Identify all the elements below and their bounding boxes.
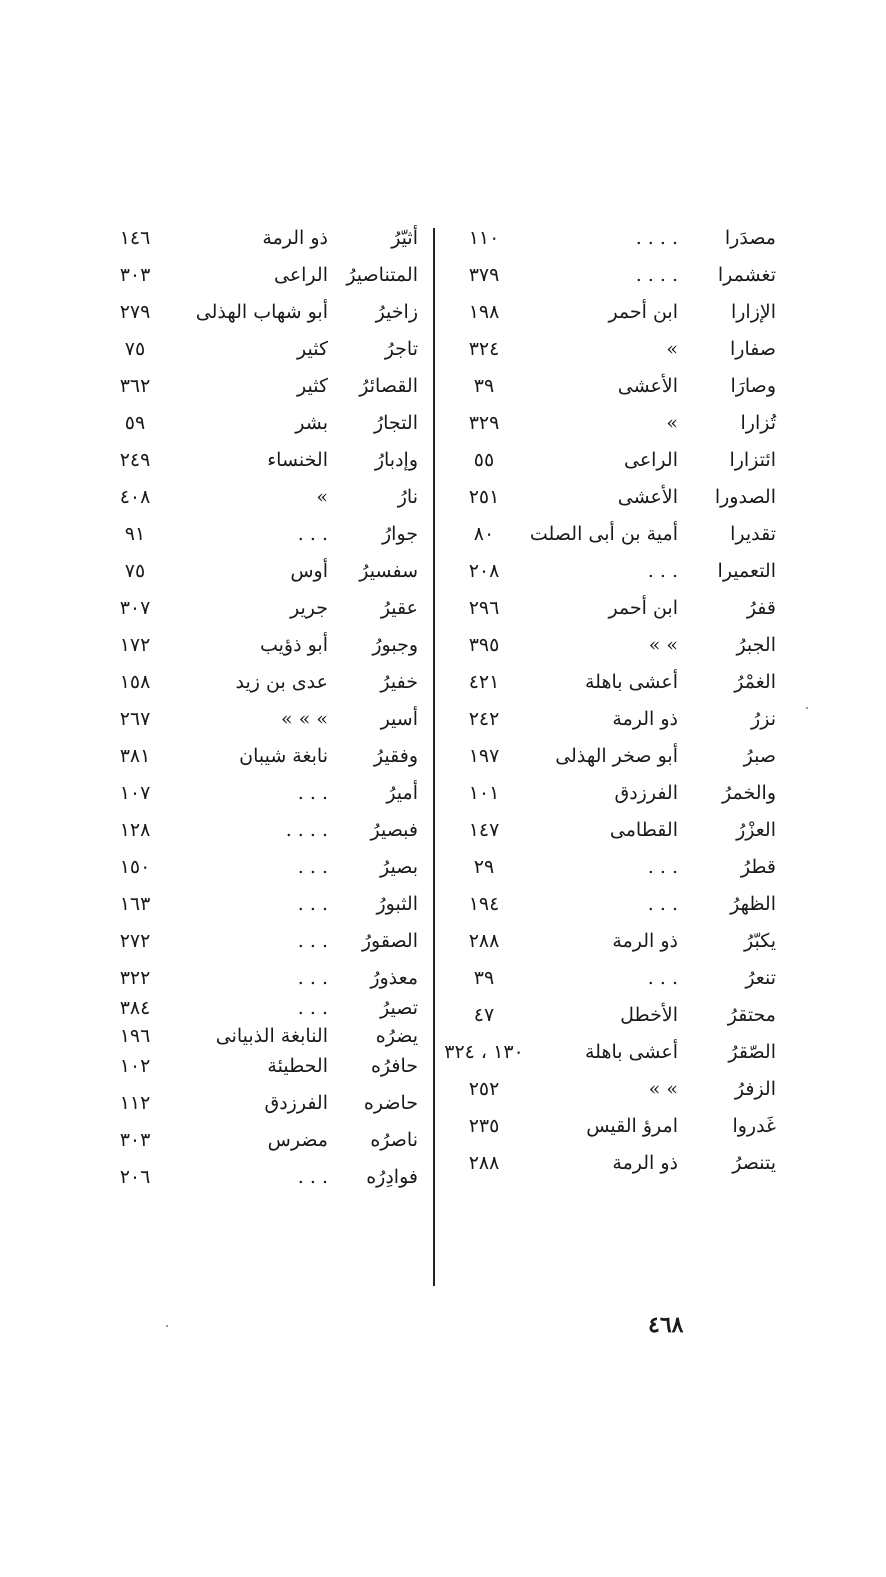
rhyme-word: بصيرُ — [380, 856, 418, 878]
rhyme-word: والخمرُ — [722, 782, 776, 804]
rhyme-word: نارُ — [397, 486, 418, 508]
index-entry — [442, 886, 776, 923]
page-ref: ١٩٨ — [468, 301, 500, 323]
rhyme-word: الثبورُ — [376, 893, 418, 915]
rhyme-word: نزرُ — [751, 708, 776, 730]
poet-name: ذو الرمة — [262, 227, 328, 249]
rhyme-word: تُزارا — [740, 412, 776, 434]
rhyme-word: قفرُ — [746, 597, 776, 619]
page-ref: ٣٦٢ — [119, 375, 151, 397]
poet-name: . . . — [297, 782, 328, 804]
page-ref: ١١٢ — [119, 1092, 151, 1114]
index-entry — [442, 812, 776, 849]
rhyme-word: جوارُ — [381, 523, 418, 545]
index-entry — [442, 627, 776, 664]
poet-name: . . . — [297, 1166, 328, 1188]
rhyme-word: خفيرُ — [380, 671, 418, 693]
page-ref: ٤٠٨ — [119, 486, 151, 508]
poet-name: . . . — [297, 523, 328, 545]
rhyme-word: تغشمرا — [717, 264, 776, 286]
poet-name: . . . . — [285, 819, 328, 841]
poet-name: الحطيئة — [267, 1055, 328, 1077]
page-ref: ١٥٨ — [119, 671, 151, 693]
page-ref: ٣٩ — [473, 375, 495, 397]
index-entry — [442, 257, 776, 294]
poet-name: الراعى — [273, 264, 328, 286]
index-entry — [442, 331, 776, 368]
page-ref: ٧٥ — [124, 560, 146, 582]
poet-name: الفرزدق — [264, 1092, 328, 1114]
rhyme-word: معذورُ — [370, 967, 418, 989]
rhyme-word: يضرُه — [375, 1025, 418, 1047]
rhyme-word: الصقورُ — [361, 930, 418, 952]
index-entry — [442, 1034, 776, 1071]
poet-name: النابغة الذبيانى — [215, 1025, 328, 1047]
page-ref: ٢٥٢ — [468, 1078, 500, 1100]
poet-name: . . . . — [635, 264, 678, 286]
page-ref: ١٤٦ — [119, 227, 151, 249]
rhyme-word: القصائرُ — [359, 375, 418, 397]
page-ref: ٢٦٧ — [119, 708, 151, 730]
rhyme-word: تقديرا — [730, 523, 776, 545]
index-entry — [96, 738, 430, 775]
rhyme-word: ائتزارا — [729, 449, 776, 471]
index-entry — [96, 775, 430, 812]
index-entry — [442, 220, 776, 257]
rhyme-word: عقيرُ — [380, 597, 418, 619]
index-entry — [96, 516, 430, 553]
rhyme-word: أثيّرُ — [391, 227, 418, 249]
poet-name: كثير — [297, 338, 328, 360]
poet-name: بشر — [295, 412, 328, 434]
page-ref: ٣٩ — [473, 967, 495, 989]
page-ref: ٢٨٨ — [468, 930, 500, 952]
index-entry — [96, 294, 430, 331]
index-entry — [96, 1048, 430, 1085]
poet-name: » — [316, 486, 328, 508]
index-entry — [96, 923, 430, 960]
poet-name: » — [666, 412, 678, 434]
page-ref: ١٠٧ — [119, 782, 151, 804]
rhyme-word: زاخيرُ — [375, 301, 418, 323]
poet-name: عدى بن زيد — [235, 671, 328, 693]
index-column-left — [96, 220, 430, 1196]
index-entry — [96, 590, 430, 627]
index-entry — [442, 701, 776, 738]
rhyme-word: فبصيرُ — [370, 819, 418, 841]
page-ref: ٢٧٢ — [119, 930, 151, 952]
index-entry — [442, 1071, 776, 1108]
poet-name: ذو الرمة — [612, 930, 678, 952]
rhyme-word: تنعرُ — [745, 967, 776, 989]
poet-name: الفرزدق — [614, 782, 678, 804]
page-ref: ٣٩٥ — [468, 634, 500, 656]
index-entry — [96, 701, 430, 738]
page-ref: ١٠١ — [468, 782, 500, 804]
poet-name: . . . — [647, 856, 678, 878]
rhyme-word: مصدَرا — [724, 227, 776, 249]
rhyme-word: أسير — [380, 708, 418, 730]
index-entry — [442, 775, 776, 812]
rhyme-word: الصدورا — [714, 486, 776, 508]
poet-name: أبو ذؤيب — [259, 634, 328, 656]
rhyme-word: يتنصرُ — [732, 1152, 776, 1174]
index-entry — [442, 738, 776, 775]
rhyme-word: وصارَا — [730, 375, 776, 397]
page-ref: ٣٢٩ — [468, 412, 500, 434]
rhyme-word: التعميرا — [717, 560, 776, 582]
page-ref: ١٩٤ — [468, 893, 500, 915]
page-ref: ٣٢٢ — [119, 967, 151, 989]
page-number: ٤٦٨ — [648, 1312, 684, 1338]
index-entry — [442, 590, 776, 627]
poet-name: أبو شهاب الهذلى — [195, 301, 328, 323]
poet-name: كثير — [297, 375, 328, 397]
rhyme-word: محتقرُ — [727, 1004, 776, 1026]
index-entry — [96, 1159, 430, 1196]
rhyme-word: الغمْرُ — [734, 671, 776, 693]
rhyme-word: العزْرُ — [736, 819, 776, 841]
rhyme-word: تاجرُ — [384, 338, 418, 360]
rhyme-word: التجارُ — [373, 412, 418, 434]
index-entry — [96, 368, 430, 405]
poet-name: أعشى باهلة — [584, 671, 678, 693]
poet-name: الأعشى — [617, 486, 678, 508]
page-ref: ١٢٨ — [119, 819, 151, 841]
rhyme-word: الزفرُ — [734, 1078, 776, 1100]
poet-name: جرير — [290, 597, 328, 619]
page-ref: ٩١ — [124, 523, 146, 545]
index-entry — [442, 960, 776, 997]
index-entry — [442, 368, 776, 405]
page-ref: ٢٣٥ — [468, 1115, 500, 1137]
rhyme-word: سفسيرُ — [359, 560, 418, 582]
rhyme-word: وجبورُ — [372, 634, 418, 656]
page-ref: ١٠٢ — [119, 1055, 151, 1077]
rhyme-word: الظهرُ — [730, 893, 776, 915]
index-entry — [442, 553, 776, 590]
page-ref: ١٩٦ — [119, 1025, 151, 1047]
index-entry — [442, 294, 776, 331]
poet-name: . . . — [297, 997, 328, 1019]
rhyme-word: وفقيرُ — [373, 745, 418, 767]
poet-name: ابن أحمر — [608, 301, 678, 323]
page-ref: ٢٩ — [473, 856, 495, 878]
page-ref: ٢٧٩ — [119, 301, 151, 323]
poet-name: ابن أحمر — [608, 597, 678, 619]
poet-name: . . . . — [635, 227, 678, 249]
column-divider — [433, 228, 435, 1286]
index-column-right — [442, 220, 776, 1182]
index-entry — [442, 405, 776, 442]
index-entry — [96, 849, 430, 886]
page-ref: ١٥٠ — [119, 856, 151, 878]
poet-name: أبو صخر الهذلى — [555, 745, 678, 767]
poet-name: مضرس — [267, 1129, 328, 1151]
page-ref: ١٧٢ — [119, 634, 151, 656]
index-entry — [442, 516, 776, 553]
poet-name: امرؤ القيس — [586, 1115, 678, 1137]
poet-name: القطامى — [609, 819, 678, 841]
page-ref: ٤٢١ — [468, 671, 500, 693]
poet-name: الأخطل — [620, 1004, 678, 1026]
poet-name: . . . — [297, 967, 328, 989]
poet-name: . . . — [297, 856, 328, 878]
rhyme-word: يكبّرُ — [744, 930, 776, 952]
page-ref: ٣٨٤ — [119, 997, 151, 1019]
poet-name: أعشى باهلة — [584, 1041, 678, 1063]
index-entry — [96, 1085, 430, 1122]
page-ref: ٤٧ — [473, 1004, 495, 1026]
page-ref: ١١٠ — [468, 227, 500, 249]
page-ref: ٢٨٨ — [468, 1152, 500, 1174]
page-ref: ٢٤٢ — [468, 708, 500, 730]
poet-name: الراعى — [623, 449, 678, 471]
page-ref: ٥٥ — [473, 449, 495, 471]
index-entry — [96, 1018, 430, 1048]
poet-name: ذو الرمة — [612, 1152, 678, 1174]
print-speck — [806, 707, 808, 709]
index-entry — [442, 849, 776, 886]
index-entry — [96, 331, 430, 368]
rhyme-word: وإدبارُ — [374, 449, 418, 471]
poet-name: الأعشى — [617, 375, 678, 397]
index-entry — [96, 405, 430, 442]
rhyme-word: حافرُه — [370, 1055, 418, 1077]
page-ref: ٢٠٨ — [468, 560, 500, 582]
poet-name: . . . — [647, 560, 678, 582]
poet-name: الخنساء — [267, 449, 328, 471]
index-entry — [96, 553, 430, 590]
poet-name: أوس — [290, 560, 328, 582]
rhyme-word: أميرُ — [386, 782, 418, 804]
poet-name: نابغة شيبان — [239, 745, 328, 767]
rhyme-word: ناصرُه — [370, 1129, 418, 1151]
page-ref: ٧٥ — [124, 338, 146, 360]
poet-name: » — [666, 338, 678, 360]
poet-name: » » » — [281, 708, 328, 730]
page-ref: ٥٩ — [124, 412, 146, 434]
page-ref: ٢٤٩ — [119, 449, 151, 471]
index-entry — [96, 257, 430, 294]
page-ref: ٣٧٩ — [468, 264, 500, 286]
index-entry — [442, 479, 776, 516]
poet-name: ذو الرمة — [612, 708, 678, 730]
rhyme-word: فوادِرُه — [366, 1166, 418, 1188]
index-entry — [96, 812, 430, 849]
index-entry — [96, 886, 430, 923]
index-entry — [442, 1145, 776, 1182]
page-ref: ٢٥١ — [468, 486, 500, 508]
poet-name: » » — [648, 634, 678, 656]
index-entry — [442, 664, 776, 701]
poet-name: » » — [648, 1078, 678, 1100]
page-ref: ١٤٧ — [468, 819, 500, 841]
rhyme-word: تصيرُ — [380, 997, 418, 1019]
page-ref: ٣٠٧ — [119, 597, 151, 619]
rhyme-word: حاضره — [363, 1092, 418, 1114]
rhyme-word: المتناصيرُ — [346, 264, 418, 286]
index-entry — [442, 923, 776, 960]
rhyme-word: الصّقرُ — [728, 1041, 776, 1063]
page-ref: ٣٨١ — [119, 745, 151, 767]
index-entry — [442, 442, 776, 479]
page-ref: ١٩٧ — [468, 745, 500, 767]
page-ref: ٣٢٤ — [468, 338, 500, 360]
index-entry — [96, 1122, 430, 1159]
index-entry — [442, 997, 776, 1034]
rhyme-word: صفارا — [730, 338, 776, 360]
page-ref: ٢٠٦ — [119, 1166, 151, 1188]
page-ref: ١٣٠ ، ٣٢٤ — [444, 1041, 524, 1063]
page-ref: ٨٠ — [473, 523, 495, 545]
poet-name: . . . — [297, 893, 328, 915]
page-ref: ٢٩٦ — [468, 597, 500, 619]
index-entry — [96, 220, 430, 257]
index-entry — [442, 1108, 776, 1145]
rhyme-word: الإزارا — [730, 301, 776, 323]
rhyme-word: الجبرُ — [736, 634, 776, 656]
index-entry — [96, 990, 430, 1018]
page-ref: ٣٠٣ — [119, 264, 151, 286]
index-entry — [96, 442, 430, 479]
print-speck — [166, 1325, 168, 1327]
rhyme-word: غَدروا — [732, 1115, 776, 1137]
page-ref: ١٦٣ — [119, 893, 151, 915]
rhyme-word: صبرُ — [743, 745, 776, 767]
page-ref: ٣٠٣ — [119, 1129, 151, 1151]
index-entry — [96, 479, 430, 516]
rhyme-word: قطرُ — [740, 856, 776, 878]
poet-name: . . . — [647, 893, 678, 915]
poet-name: . . . — [647, 967, 678, 989]
poet-name: أمية بن أبى الصلت — [529, 523, 678, 545]
index-entry — [96, 960, 430, 990]
index-entry — [96, 627, 430, 664]
index-entry — [96, 664, 430, 701]
poet-name: . . . — [297, 930, 328, 952]
